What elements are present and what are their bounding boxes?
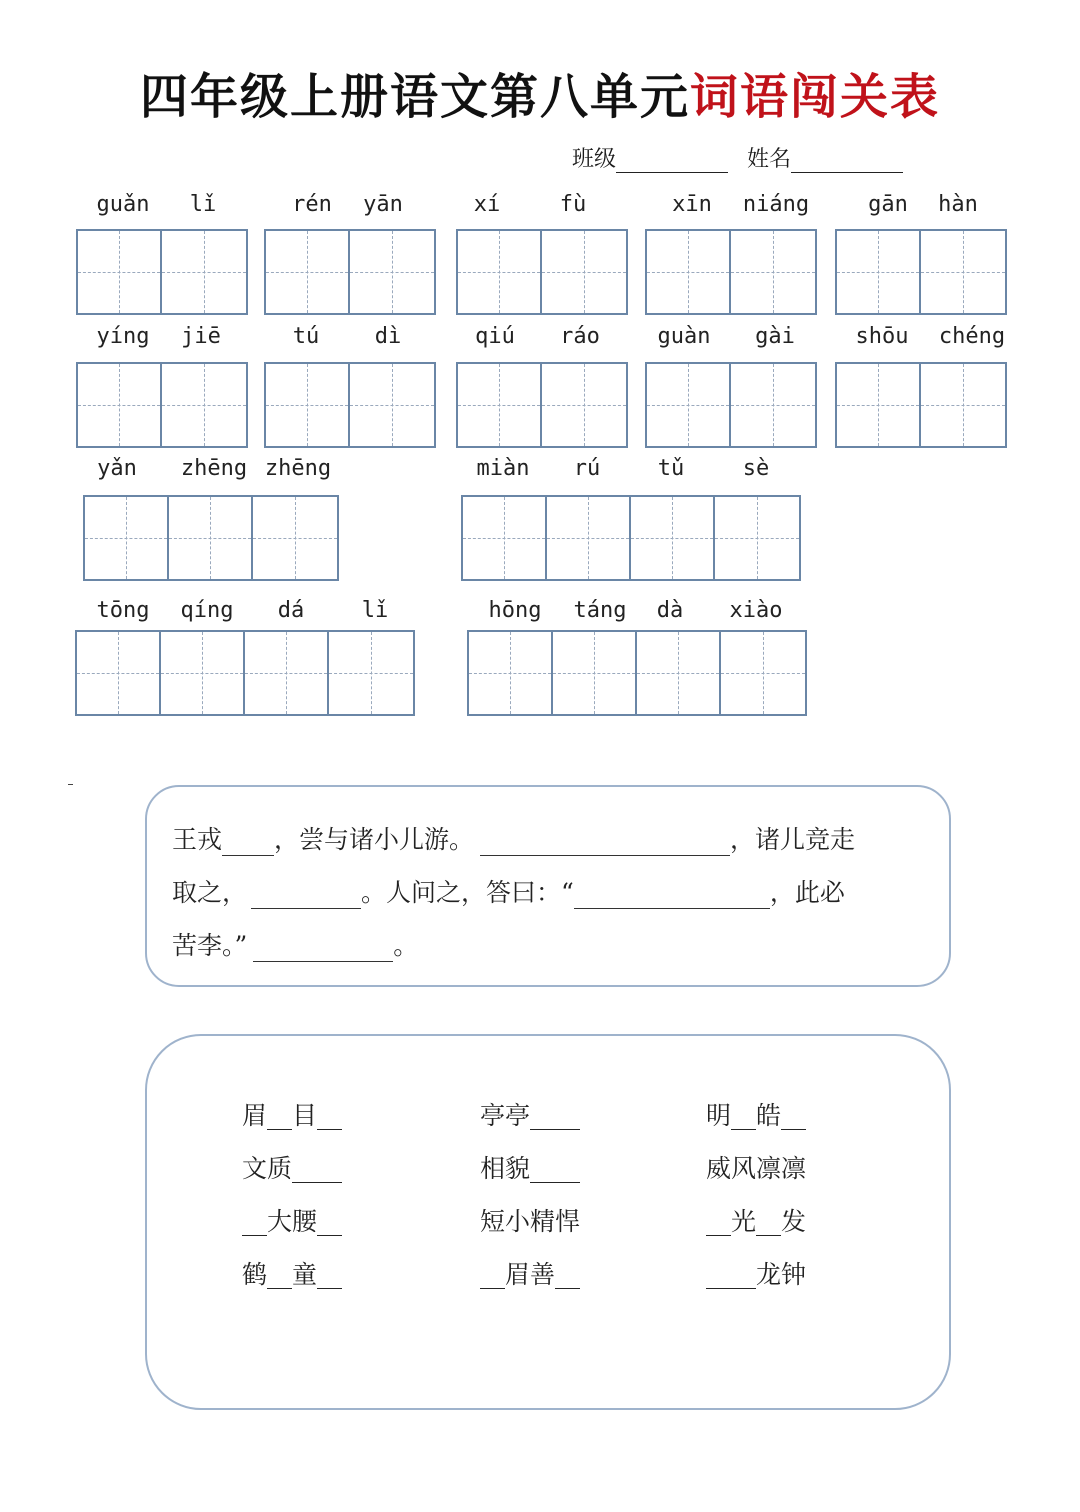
fill-blank[interactable] <box>574 884 770 909</box>
page-title <box>0 58 1080 127</box>
stray-mark <box>68 784 73 785</box>
writing-cell[interactable] <box>647 364 731 446</box>
pinyin: dà <box>656 598 684 623</box>
fill-blank[interactable] <box>253 937 393 962</box>
fill-blank[interactable] <box>251 884 361 909</box>
char-grid[interactable] <box>461 495 801 581</box>
writing-cell[interactable] <box>245 632 329 714</box>
char-grid[interactable] <box>75 630 415 716</box>
char-grid[interactable] <box>645 362 817 448</box>
writing-cell[interactable] <box>169 497 253 579</box>
pinyin: jiē <box>181 324 221 349</box>
passage-text: 取之， <box>172 878 248 907</box>
pinyin: zhēng <box>180 456 248 481</box>
pinyin: niáng <box>742 192 810 217</box>
char-grid[interactable] <box>835 229 1007 315</box>
pinyin: xīn <box>672 192 712 217</box>
char-grid[interactable] <box>76 229 248 315</box>
writing-cell[interactable] <box>162 231 246 313</box>
writing-cell[interactable] <box>266 231 350 313</box>
char-grid[interactable] <box>456 229 628 315</box>
writing-cell[interactable] <box>469 632 553 714</box>
writing-cell[interactable] <box>721 632 805 714</box>
pinyin: hōng <box>488 598 542 623</box>
char-grid[interactable] <box>264 362 436 448</box>
name-label: 姓名 <box>747 147 792 172</box>
class-label: 班级 <box>572 147 617 172</box>
writing-cell[interactable] <box>715 497 799 579</box>
writing-cell[interactable] <box>458 231 542 313</box>
passage-text: 苦李。” <box>172 931 248 960</box>
pinyin: gān <box>868 192 908 217</box>
fill-blank[interactable] <box>222 831 274 856</box>
title-highlight: 词语闯关表 <box>690 69 941 125</box>
char-grid[interactable] <box>264 229 436 315</box>
idiom-item[interactable]: __大腰__ <box>242 1207 343 1236</box>
pinyin: rú <box>573 456 601 481</box>
pinyin: tǔ <box>657 456 685 481</box>
passage-line <box>172 820 912 856</box>
pinyin: sè <box>742 456 770 481</box>
char-grid[interactable] <box>467 630 807 716</box>
writing-cell[interactable] <box>78 231 162 313</box>
pinyin: yān <box>363 192 403 217</box>
writing-cell[interactable] <box>350 231 434 313</box>
pinyin: chéng <box>938 324 1006 349</box>
writing-cell[interactable] <box>631 497 715 579</box>
writing-cell[interactable] <box>647 231 731 313</box>
passage-text: ，尝与诸小儿游。 <box>274 825 475 854</box>
pinyin: zhēng <box>264 456 332 481</box>
pinyin: tōng <box>96 598 150 623</box>
writing-cell[interactable] <box>837 364 921 446</box>
writing-cell[interactable] <box>547 497 631 579</box>
name-blank[interactable] <box>791 150 903 173</box>
pinyin: rén <box>292 192 332 217</box>
pinyin: táng <box>573 598 627 623</box>
pinyin: gài <box>755 324 795 349</box>
pinyin: miàn <box>476 456 530 481</box>
char-grid[interactable] <box>456 362 628 448</box>
idiom-item[interactable]: ____龙钟 <box>706 1260 807 1289</box>
passage-text: ，此必 <box>769 878 845 907</box>
idiom-item[interactable]: 文质____ <box>242 1154 343 1183</box>
writing-cell[interactable] <box>329 632 413 714</box>
writing-cell[interactable] <box>542 364 626 446</box>
writing-cell[interactable] <box>463 497 547 579</box>
passage-text: 。 <box>393 931 419 960</box>
pinyin: xiào <box>729 598 783 623</box>
writing-cell[interactable] <box>162 364 246 446</box>
idiom-item[interactable]: __眉善__ <box>480 1260 581 1289</box>
pinyin: hàn <box>938 192 978 217</box>
idiom-item[interactable]: 明__皓__ <box>706 1101 807 1130</box>
char-grid[interactable] <box>83 495 339 581</box>
idiom-item[interactable]: 鹤__童__ <box>242 1260 343 1289</box>
pinyin: lǐ <box>361 598 389 623</box>
student-info <box>572 142 903 173</box>
passage-line <box>172 926 912 962</box>
writing-cell[interactable] <box>458 364 542 446</box>
pinyin: dá <box>277 598 305 623</box>
idiom-item[interactable]: 亭亭____ <box>480 1101 581 1130</box>
idiom-item[interactable]: __光__发 <box>706 1207 807 1236</box>
pinyin: fù <box>559 192 587 217</box>
pinyin: qíng <box>180 598 234 623</box>
writing-cell[interactable] <box>542 231 626 313</box>
passage-text: ，诸儿竞走 <box>730 825 856 854</box>
idiom-item: 威风凛凛 <box>706 1154 807 1183</box>
pinyin: shōu <box>855 324 909 349</box>
pinyin: dì <box>374 324 402 349</box>
pinyin: ráo <box>560 324 600 349</box>
class-blank[interactable] <box>616 150 728 173</box>
writing-cell[interactable] <box>253 497 337 579</box>
writing-cell[interactable] <box>77 632 161 714</box>
char-grid[interactable] <box>76 362 248 448</box>
passage-text: 王戎 <box>172 825 223 854</box>
writing-cell[interactable] <box>78 364 162 446</box>
fill-blank[interactable] <box>480 831 730 856</box>
writing-cell[interactable] <box>837 231 921 313</box>
char-grid[interactable] <box>645 229 817 315</box>
writing-cell[interactable] <box>921 364 1005 446</box>
writing-cell[interactable] <box>553 632 637 714</box>
pinyin: guàn <box>657 324 711 349</box>
idiom-item: 短小精悍 <box>480 1207 581 1236</box>
writing-cell[interactable] <box>350 364 434 446</box>
pinyin: xí <box>473 192 501 217</box>
passage-line <box>172 873 912 909</box>
writing-cell[interactable] <box>266 364 350 446</box>
passage-text: 。人问之，答曰：“ <box>361 878 574 907</box>
writing-cell[interactable] <box>731 364 815 446</box>
writing-cell[interactable] <box>731 231 815 313</box>
writing-cell[interactable] <box>921 231 1005 313</box>
title-main: 四年级上册语文第八单元 <box>139 69 690 125</box>
writing-cell[interactable] <box>637 632 721 714</box>
idiom-item[interactable]: 眉__目__ <box>242 1101 343 1130</box>
pinyin: yǎn <box>97 456 137 481</box>
idiom-item[interactable]: 相貌____ <box>480 1154 581 1183</box>
pinyin: yíng <box>96 324 150 349</box>
writing-cell[interactable] <box>85 497 169 579</box>
pinyin: guǎn <box>96 192 150 217</box>
pinyin: lǐ <box>189 192 217 217</box>
pinyin: qiú <box>475 324 515 349</box>
pinyin: tú <box>292 324 320 349</box>
writing-cell[interactable] <box>161 632 245 714</box>
char-grid[interactable] <box>835 362 1007 448</box>
